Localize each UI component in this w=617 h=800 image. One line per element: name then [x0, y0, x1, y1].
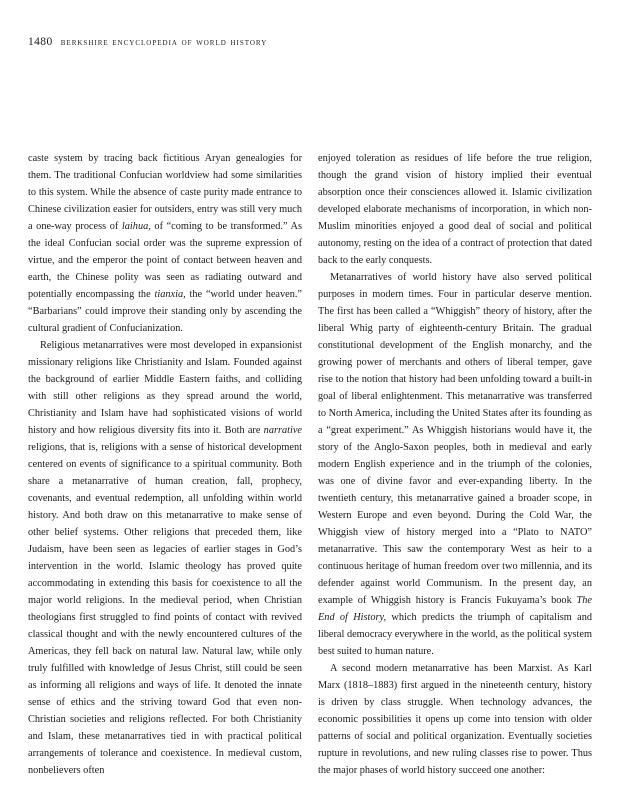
- text-run: Metanarratives of world history have also served political purposes in modern times. Four in particular deserve mention. The first has been called a “Whiggish” theory of history, after the liberal Whig party of eighteenth-century Britain. The gradual constitutional development of the English monarchy, and the growing power of merchants and others of liberal temper, gave rise to the notion that history had been unfolding toward a built-in goal of liberal enlightenment. This metanarrative was transferred to North America, including the United States after its founding as a “great experiment.” As Whiggish historians would have it, the story of the Anglo-Saxon peoples, both in medieval and early modern English experience and in the triumph of the colonies, was one of divine favor and ever-expanding liberty. In the twentieth century, this metanarrative gained a broader scope, in Western Europe and even beyond. During the Cold War, the Whiggish view of history merged into a “Plato to NATO” metanarrative. This saw the contemporary West as heir to a continuous heritage of human freedom over two millennia, and its defender against world Communism. In the present day, an example of Whiggish history is Francis Fukuyama’s book: [318, 272, 592, 606]
- italic-term-tianxia: tianxia,: [154, 289, 186, 300]
- left-column: [28, 150, 302, 779]
- right-column: [318, 150, 592, 779]
- italic-term-laihua: laihua,: [121, 221, 151, 232]
- text-run: which predicts the triumph of capitalism and liberal democracy everywhere in the world, as the political system best suited to human nature.: [318, 612, 592, 657]
- paragraph-toleration: enjoyed toleration as residues of life before the true religion, though the grand vision of history implied their eventual absorption once their consciences allowed it. Islamic civilization developed elaborate mechanisms of incorporation, in which non-Muslim minorities enjoyed a good deal of social and political autonomy, resting on the idea of a contract of protection that dated back to the early conquests.: [318, 153, 592, 266]
- paragraph-marxist: A second modern metanarrative has been Marxist. As Karl Marx (1818–1883) first argued in the nineteenth century, history is driven by class struggle. When technology advances, the economic possibilities it opens up come into tension with older patterns of social and political organization. Eventually societies rupture in revolutions, and new ruling classes rise to power. Thus the major phases of world history succeed one another:: [318, 663, 592, 776]
- italic-book-title: The End of History,: [318, 595, 592, 623]
- paragraph-caste-confucian: [28, 150, 302, 337]
- text-run: Religious metanarratives were most developed in expansionist missionary religions like Christianity and Islam. Founded against the background of earlier Middle Eastern faiths, and colliding with still other religions as they spread around the world, Christianity and Islam have had sophisticated visions of world history and how religious diversity fits into it. Both are: [28, 340, 302, 436]
- text-run: of “coming to be transformed.” As the ideal Confucian social order was the supreme expression of virtue, and the emperor the point of contact between heaven and earth, the Chinese polity was seen as radiating outward and potentially encompassing the: [28, 221, 302, 300]
- running-title: berkshire encyclopedia of world history: [60, 37, 268, 48]
- text-run: the “world under heaven.” “Barbarians” could improve their standing only by ascending the cultural gradient of Confucianization.: [28, 289, 302, 334]
- text-run: religions, that is, religions with a sense of historical development centered on events of significance to a spiritual community. Both share a metanarrative of human creation, fall, prophecy, covenants, and eventual redemption, all unfolding within world history. And both draw on this metanarrative to make sense of other belief systems. Other religions that preceded them, like Judaism, have been seen as legacies of earlier stages in God’s intervention in the world. Islamic theology has proved quite accommodating in extending this basis for coexistence to all the major world religions. In the medieval period, when Christian theologians first struggled to find points of contact with revived classical thought and with the newly encountered cultures of the Americas, they fell back on natural law. Natural law, while only truly fulfilled with knowledge of Jesus Christ, still could be seen as informing all religions and ways of life. It denoted the innate sense of ethics and the striving toward God that even non-Christian societies and religions reflected. For both Christianity and Islam, these metanarratives tied in with practical political arrangements of tolerance and coexistence. In medieval custom, nonbelievers often: [28, 442, 302, 776]
- paragraph-religious-metanarratives: [28, 337, 302, 779]
- italic-term-narrative: narrative: [263, 425, 302, 436]
- page-number: 1480: [28, 36, 53, 48]
- paragraph-whiggish: [318, 269, 592, 660]
- text-run: caste system by tracing back fictitious Aryan genealogies for them. The traditional Confucian worldview had some similarities to this system. While the absence of caste purity made entrance to Chinese civilization easier for outsiders, entry was still very much a one-way process of: [28, 153, 302, 232]
- running-head: [28, 36, 267, 48]
